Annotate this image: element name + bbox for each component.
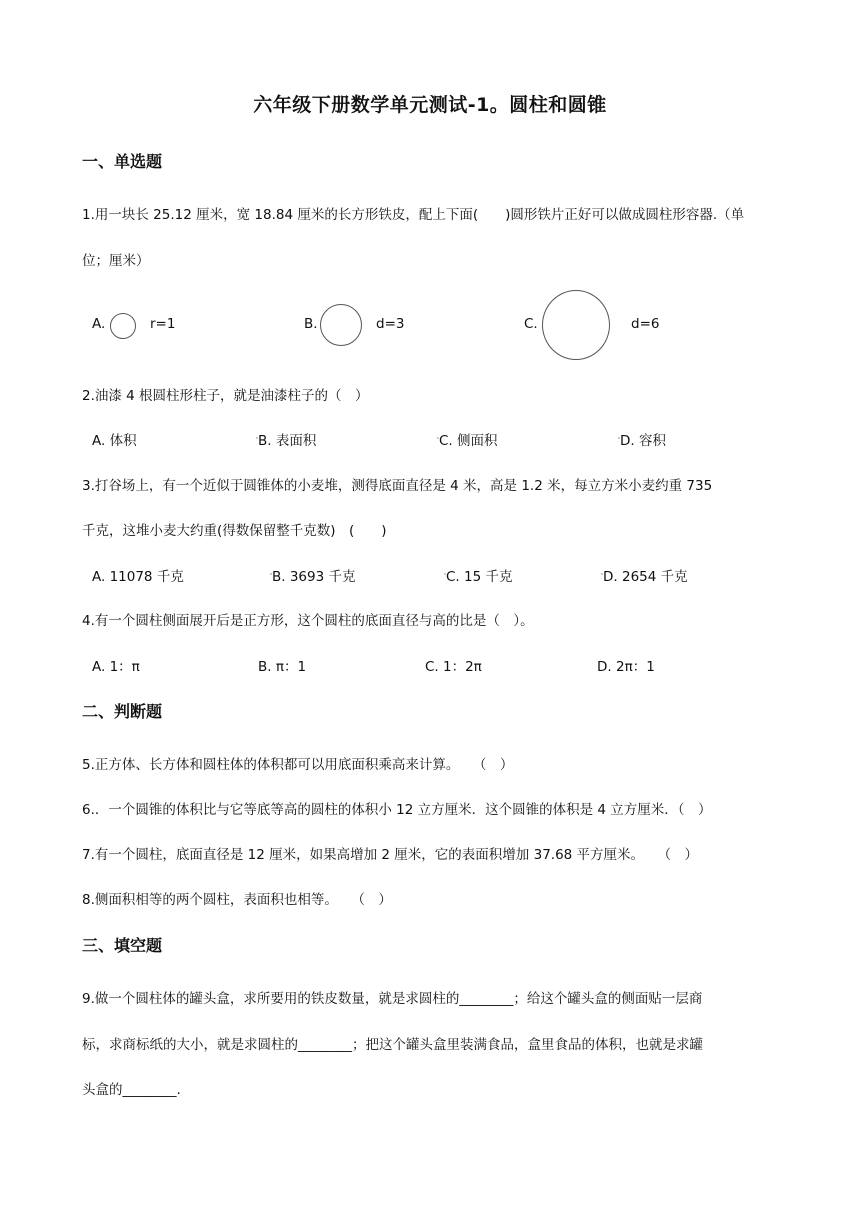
- question-9-line-3: 头盒的________.: [82, 1082, 181, 1098]
- q4-option-a: A. 1：π: [92, 659, 140, 675]
- q1-option-c-letter: C.: [524, 316, 538, 332]
- q3-option-c: C. 15 千克: [446, 569, 513, 585]
- question-1-line-1: 1.用一块长 25.12 厘米，宽 18.84 厘米的长方形铁皮，配上下面( )圆形铁片正好可以做成圆柱形容器.（单: [82, 207, 745, 223]
- question-5: 5.正方体、长方体和圆柱体的体积都可以用底面积乘高来计算。 （ ）: [82, 757, 514, 773]
- q2-option-b: B. 表面积: [258, 433, 317, 449]
- q2-option-c: C. 侧面积: [439, 433, 498, 449]
- page-title: 六年级下册数学单元测试-1。圆柱和圆锥: [253, 94, 607, 116]
- question-1-line-2: 位；厘米）: [82, 253, 150, 269]
- q4-option-d: D. 2π：1: [597, 659, 655, 675]
- q1-option-b-letter: B.: [304, 316, 318, 332]
- question-6: 6.．一个圆锥的体积比与它等底等高的圆柱的体积小 12 立方厘米．这个圆锥的体积是 4 立方厘米．（ ）: [82, 802, 712, 818]
- question-8: 8.侧面积相等的两个圆柱，表面积也相等。 （ ）: [82, 892, 392, 908]
- question-2: 2.油漆 4 根圆柱形柱子，就是油漆柱子的（ ）: [82, 388, 369, 404]
- section-heading-single-choice: 一、单选题: [82, 152, 163, 171]
- q2-option-a: A. 体积: [92, 433, 137, 449]
- section-heading-fill-blank: 三、填空题: [82, 936, 163, 955]
- q4-option-c: C. 1：2π: [425, 659, 482, 675]
- q1-option-b-value: d=3: [376, 316, 405, 332]
- question-4: 4.有一个圆柱侧面展开后是正方形，这个圆柱的底面直径与高的比是（ ）。: [82, 613, 534, 629]
- q1-option-c-circle-figure: [542, 290, 610, 360]
- q2-option-d: D. 容积: [620, 433, 666, 449]
- q4-option-b: B. π：1: [258, 659, 307, 675]
- question-3-line-1: 3.打谷场上，有一个近似于圆锥体的小麦堆，测得底面直径是 4 米，高是 1.2 米，每立方米小麦约重 735: [82, 478, 713, 494]
- q1-option-b-circle-figure: [320, 304, 362, 346]
- q1-option-a-circle-figure: [110, 313, 136, 339]
- question-3-line-2: 千克，这堆小麦大约重(得数保留整千克数) ( ): [82, 523, 387, 539]
- q1-option-c-value: d=6: [631, 316, 660, 332]
- q1-option-a-value: r=1: [150, 316, 176, 332]
- q3-option-d: D. 2654 千克: [603, 569, 688, 585]
- section-heading-judgement: 二、判断题: [82, 702, 163, 721]
- question-9-line-1: 9.做一个圆柱体的罐头盒，求所要用的铁皮数量，就是求圆柱的________；给这个罐头盒的侧面贴一层商: [82, 991, 703, 1007]
- q1-option-a-letter: A.: [92, 316, 106, 332]
- q3-option-b: B. 3693 千克: [272, 569, 356, 585]
- question-9-line-2: 标，求商标纸的大小，就是求圆柱的________；把这个罐头盒里装满食品，盒里食品的体积，也就是求罐: [82, 1037, 703, 1053]
- q3-option-a: A. 11078 千克: [92, 569, 184, 585]
- question-7: 7.有一个圆柱，底面直径是 12 厘米，如果高增加 2 厘米，它的表面积增加 37.68 平方厘米。 （ ）: [82, 847, 699, 863]
